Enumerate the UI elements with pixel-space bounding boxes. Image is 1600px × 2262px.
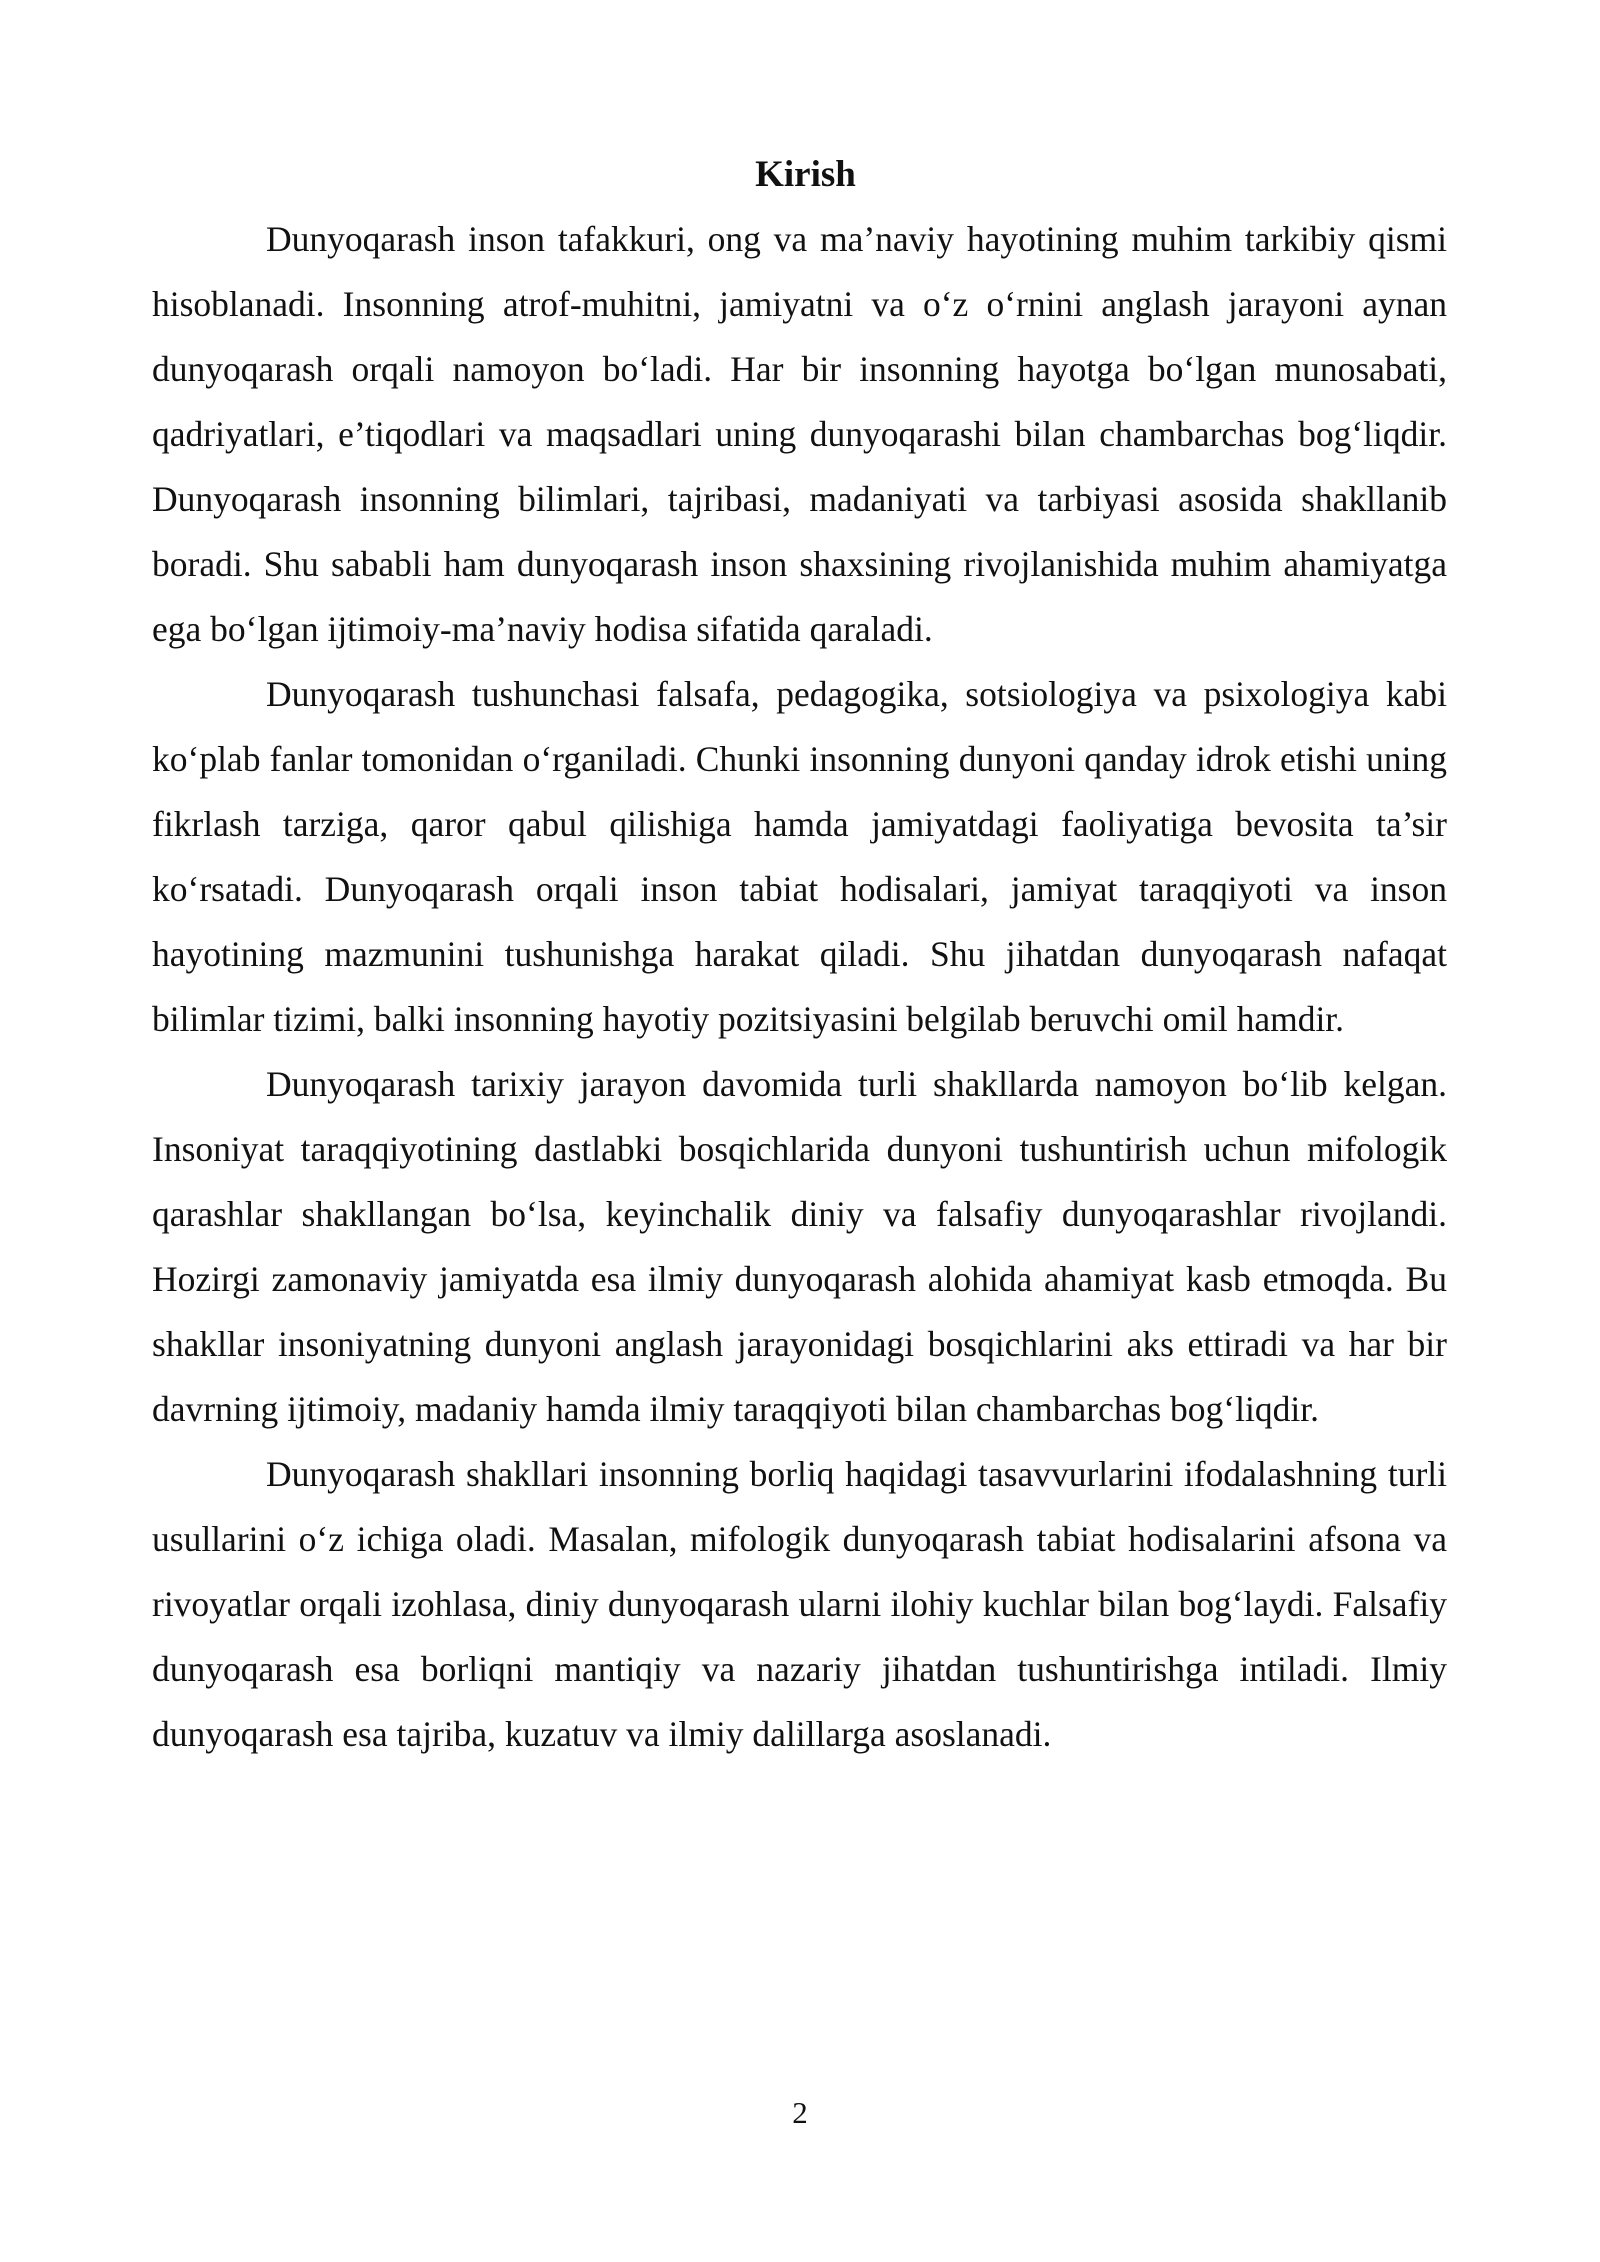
page-content — [152, 142, 1447, 1767]
paragraph-3: Dunyoqarash tarixiy jarayon davomida turli shakllarda namoyon bo‘lib kelgan. Insoniyat taraqqiyotining dastlabki bosqichlarida dunyoni tushuntirish uchun mifologik qarashlar shakllangan bo‘lsa, keyinchalik diniy va falsafiy dunyoqarashlar rivojlandi. Hozirgi zamonaviy jamiyatda esa ilmiy dunyoqarash alohida ahamiyat kasb etmoqda. Bu shakllar insoniyatning dunyoni anglash jarayonidagi bosqichlarini aks ettiradi va har bir davrning ijtimoiy, madaniy hamda ilmiy taraqqiyoti bilan chambarchas bog‘liqdir. — [152, 1064, 1447, 1429]
paragraph-2: Dunyoqarash tushunchasi falsafa, pedagogika, sotsiologiya va psixologiya kabi ko‘plab fanlar tomonidan o‘rganiladi. Chunki insonning dunyoni qanday idrok etishi uning fikrlash tarziga, qaror qabul qilishiga hamda jamiyatdagi faoliyatiga bevosita ta’sir ko‘rsatadi. Dunyoqarash orqali inson tabiat hodisalari, jamiyat taraqqiyoti va inson hayotining mazmunini tushunishga harakat qiladi. Shu jihatdan dunyoqarash nafaqat bilimlar tizimi, balki insonning hayotiy pozitsiyasini belgilab beruvchi omil hamdir. — [152, 674, 1447, 1039]
page-number: 2 — [792, 2095, 808, 2130]
section-heading: Kirish — [755, 154, 856, 195]
paragraph-4: Dunyoqarash shakllari insonning borliq haqidagi tasavvurlarini ifodalashning turli usullarini o‘z ichiga oladi. Masalan, mifologik dunyoqarash tabiat hodisalarini afsona va rivoyatlar orqali izohlasa, diniy dunyoqarash ularni ilohiy kuchlar bilan bog‘laydi. Falsafiy dunyoqarash esa borliqni mantiqiy va nazariy jihatdan tushuntirishga intiladi. Ilmiy dunyoqarash esa tajriba, kuzatuv va ilmiy dalillarga asoslanadi. — [152, 1454, 1447, 1754]
paragraph-1: Dunyoqarash inson tafakkuri, ong va ma’naviy hayotining muhim tarkibiy qismi hisoblanadi. Insonning atrof-muhitni, jamiyatni va o‘z o‘rnini anglash jarayoni aynan dunyoqarash orqali namoyon bo‘ladi. Har bir insonning hayotga bo‘lgan munosabati, qadriyatlari, e’tiqodlari va maqsadlari uning dunyoqarashi bilan chambarchas bog‘liqdir. Dunyoqarash insonning bilimlari, tajribasi, madaniyati va tarbiyasi asosida shakllanib boradi. Shu sababli ham dunyoqarash inson shaxsining rivojlanishida muhim ahamiyatga ega bo‘lgan ijtimoiy-ma’naviy hodisa sifatida qaraladi. — [152, 219, 1447, 649]
